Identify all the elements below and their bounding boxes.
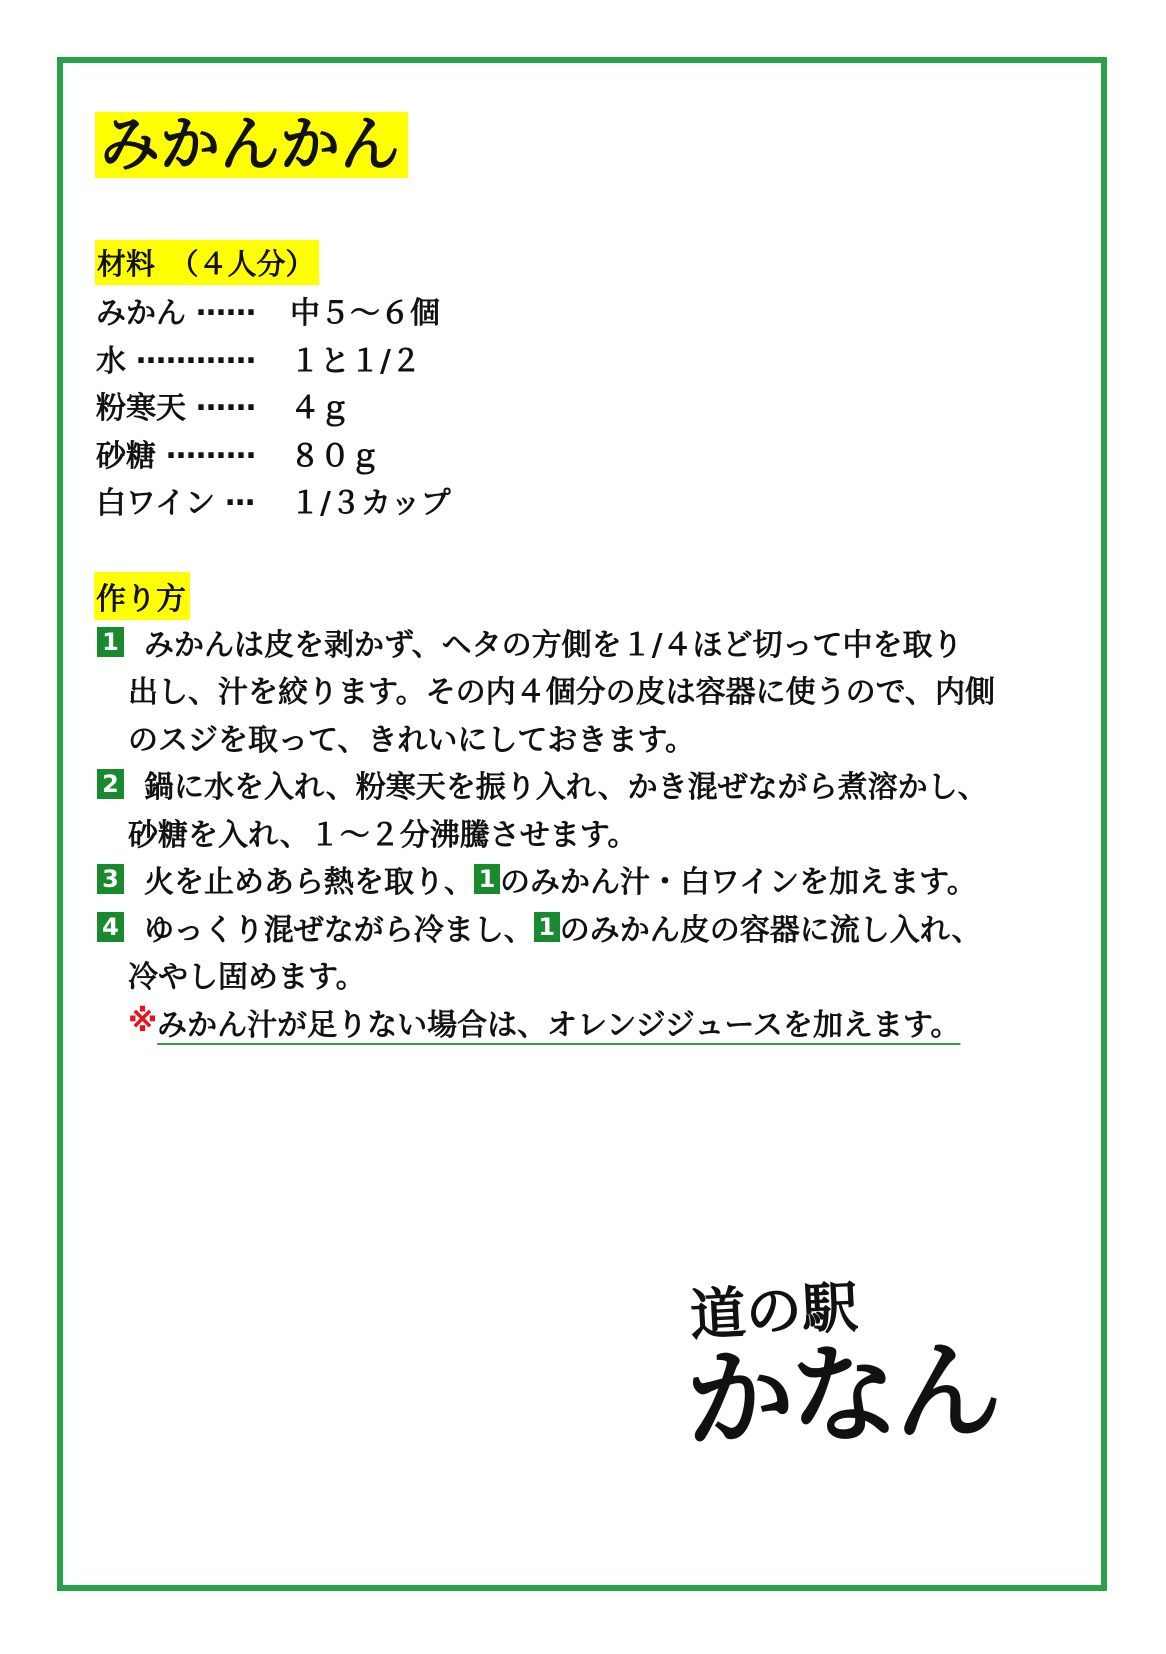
step-text: 冷やし固めます。 (128, 960, 366, 996)
ingredient-row (96, 477, 451, 525)
method-heading: 作り方 (94, 572, 190, 620)
recipe-title: みかんかん (95, 112, 408, 178)
step-number-badge: 4 (97, 912, 124, 942)
step-3-line-1 (95, 856, 995, 904)
step-text: ゆっくり混ぜながら冷まし、 (144, 912, 534, 948)
ingredient-label (96, 336, 290, 380)
note-mark: ※ (128, 1004, 158, 1040)
ingredient-row (96, 429, 451, 477)
step-4-line-2 (95, 951, 995, 999)
step-reference-badge: 1 (474, 864, 500, 894)
note-text: みかん汁が足りない場合は、オレンジジュースを加えます。 (157, 1007, 961, 1043)
ingredient-row (96, 287, 451, 335)
step-text: のみかん汁・白ワインを加えます。 (500, 865, 977, 901)
step-1-line-1 (95, 618, 995, 666)
step-text: 砂糖を入れ、１～２分沸騰させます。 (128, 817, 638, 853)
step-reference-badge: 1 (534, 912, 560, 942)
ingredient-amount: １/３カップ (290, 486, 451, 522)
ingredient-amount: ４ｇ (290, 391, 350, 427)
step-text: 出し、汁を絞ります。その内４個分の皮は容器に使うので、内側 (128, 675, 995, 711)
step-2-line-1 (95, 761, 995, 809)
step-4-line-1 (95, 903, 995, 951)
ingredient-leader: ………… (136, 335, 256, 371)
step-2-line-2 (95, 808, 995, 856)
ingredients-section (96, 239, 451, 524)
ingredient-name: 砂糖 (96, 438, 156, 474)
step-number-badge: 1 (97, 627, 124, 657)
ingredient-name: 水 (96, 343, 126, 379)
ingredient-label (96, 431, 290, 475)
ingredient-leader: …… (196, 383, 256, 419)
step-4-note (95, 998, 995, 1046)
ingredient-row (96, 334, 451, 382)
step-text: 鍋に水を入れ、粉寒天を振り入れ、かき混ぜながら煮溶かし、 (144, 770, 988, 806)
ingredient-amount: ８０ｇ (290, 438, 380, 474)
step-text: 火を止めあら熱を取り、 (144, 865, 474, 901)
ingredient-leader: …… (196, 288, 256, 324)
method-section (95, 573, 995, 1046)
step-text: のスジを取って、きれいにしておきます。 (128, 722, 695, 758)
step-number-badge: 2 (97, 769, 124, 799)
ingredient-name: 粉寒天 (96, 391, 186, 427)
ingredient-name: みかん (96, 296, 186, 332)
step-text: みかんは皮を剥かず、ヘタの方側を１/４ほど切って中を取り (144, 627, 963, 663)
method-heading-row (95, 573, 995, 618)
ingredients-heading-row (96, 239, 451, 287)
step-1-line-3 (95, 713, 995, 761)
ingredient-name: 白ワイン (96, 486, 216, 522)
step-text: のみかん皮の容器に流し入れ、 (559, 912, 982, 948)
ingredient-label (96, 478, 290, 522)
ingredient-label (96, 288, 290, 332)
ingredients-heading: 材料 （４人分） (95, 240, 319, 285)
logo-kanan: かなん (683, 1327, 1001, 1464)
ingredient-amount: １と１/２ (290, 343, 421, 379)
ingredient-amount: 中５～６個 (290, 296, 440, 332)
step-number-badge: 3 (97, 864, 124, 894)
ingredient-leader: … (225, 478, 256, 514)
ingredient-row (96, 382, 451, 430)
ingredient-label (96, 383, 290, 427)
ingredient-leader: ……… (166, 430, 256, 466)
logo-michi-no-eki: 道の駅 (688, 1274, 860, 1349)
step-1-line-2 (95, 666, 995, 714)
